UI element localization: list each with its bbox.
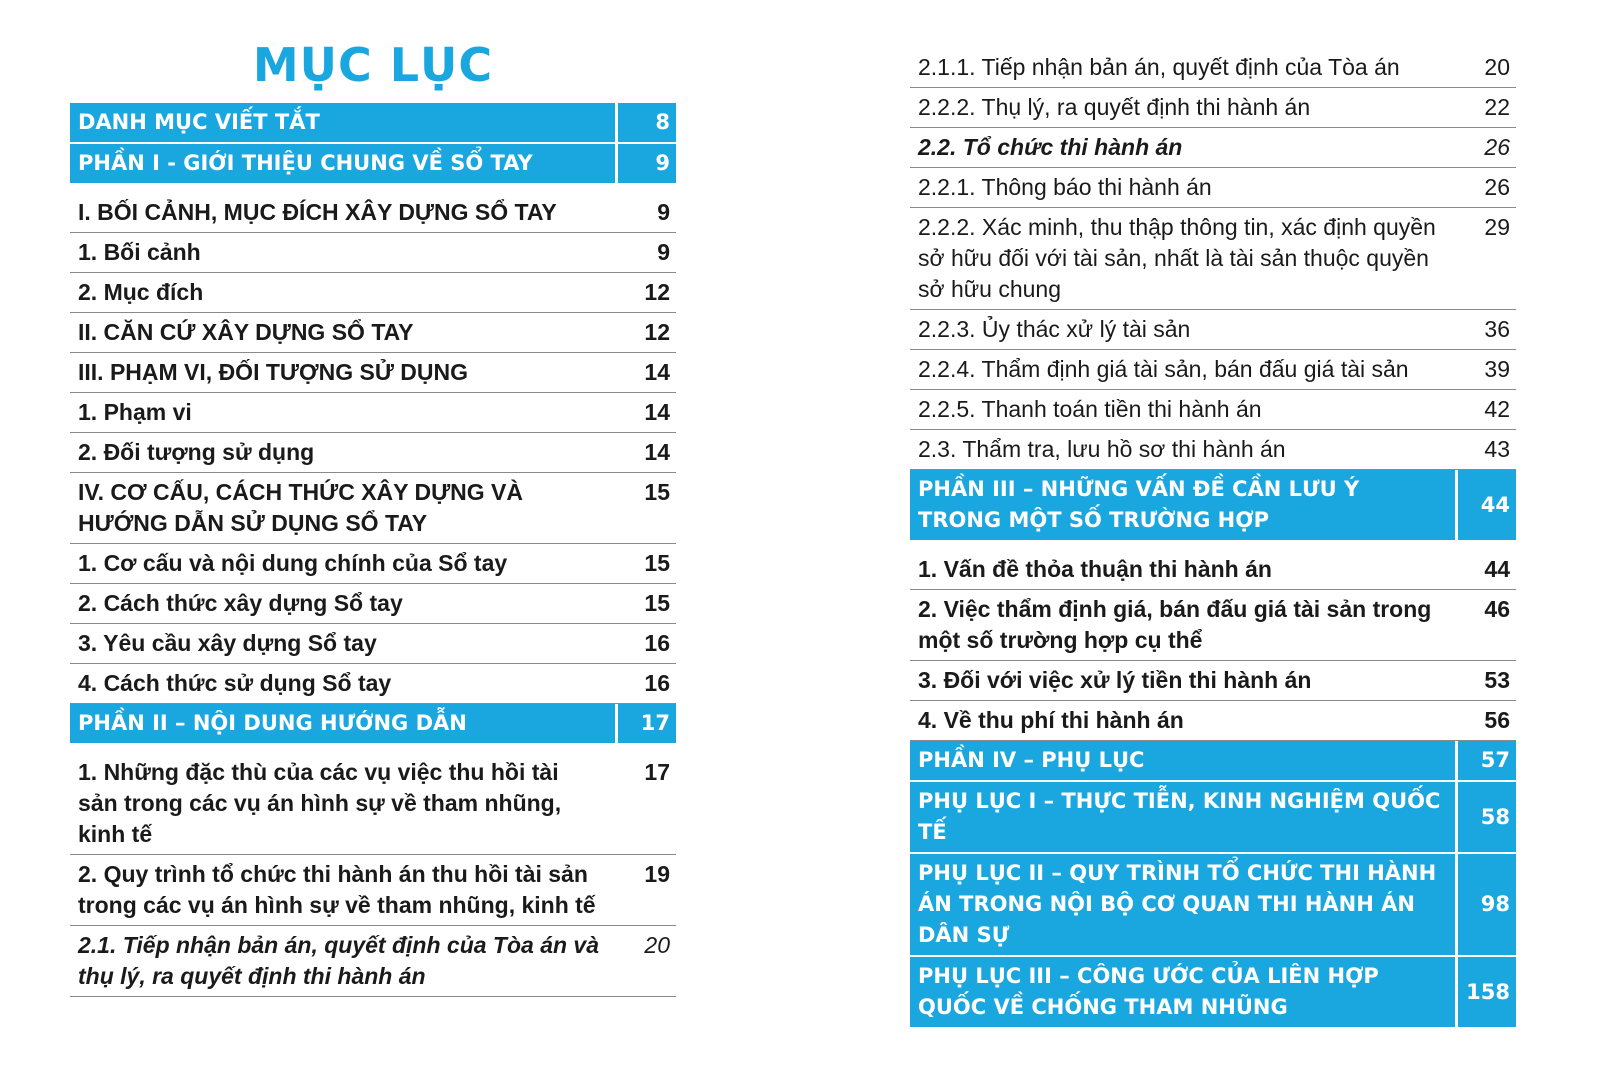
toc-entry[interactable] [910,701,1516,741]
toc-entry-title: 3. Yêu cầu xây dựng Sổ tay [78,630,377,656]
toc-entry[interactable] [910,430,1516,470]
toc-entry-title: 2.1.1. Tiếp nhận bản án, quyết định của Tòa án [918,54,1400,80]
toc-page-number: 98 [1455,854,1516,955]
toc-page-number: 58 [1455,782,1516,852]
toc-page-number: 26 [1484,174,1510,200]
toc-entry-title: III. PHẠM VI, ĐỐI TƯỢNG SỬ DỤNG [78,359,469,385]
toc-entry[interactable] [910,88,1516,128]
toc-entry[interactable] [910,590,1516,661]
toc-entry-title: II. CĂN CỨ XÂY DỰNG SỔ TAY [78,319,414,345]
toc-page-number: 9 [657,239,670,265]
toc-page-number: 9 [657,199,670,225]
toc-entry-title: 2.2.2. Xác minh, thu thập thông tin, xác định quyền sở hữu đối với tài sản, nhất là tài sản thuộc quyền sở hữu chung [918,214,1436,302]
toc-entry[interactable] [70,664,676,704]
toc-entry-title: 1. Bối cảnh [78,239,201,265]
toc-entry-title: 2.2.3. Ủy thác xử lý tài sản [918,316,1191,342]
toc-entry[interactable] [70,624,676,664]
toc-section-heading[interactable] [910,782,1516,854]
toc-entry-title: 2. Cách thức xây dựng Sổ tay [78,590,403,616]
toc-entry[interactable] [70,753,676,855]
toc-entry-title: PHỤ LỤC III – CÔNG ƯỚC CỦA LIÊN HỢP QUỐC VỀ CHỐNG THAM NHŨNG [918,964,1379,1019]
toc-page-number: 17 [615,704,676,743]
toc-entry-title: I. BỐI CẢNH, MỤC ĐÍCH XÂY DỰNG SỔ TAY [78,199,557,225]
toc-page-number: 12 [644,319,670,345]
toc-section-heading[interactable] [910,470,1516,542]
toc-entry-title: PHỤ LỤC II – QUY TRÌNH TỔ CHỨC THI HÀNH ÁN TRONG NỘI BỘ CƠ QUAN THI HÀNH ÁN DÂN SỰ [918,861,1437,947]
toc-entry-title: PHẦN IV – PHỤ LỤC [918,748,1145,772]
toc-entry[interactable] [70,353,676,393]
toc-page-number: 39 [1484,356,1510,382]
toc-entry-title: 2.2.2. Thụ lý, ra quyết định thi hành án [918,94,1311,120]
toc-entry[interactable] [70,926,676,997]
toc-entry-title: 2.2.4. Thẩm định giá tài sản, bán đấu giá tài sản [918,356,1409,382]
toc-entry[interactable] [70,393,676,433]
toc-entry-title: 2.3. Thẩm tra, lưu hồ sơ thi hành án [918,436,1286,462]
toc-page-number: 36 [1484,316,1510,342]
toc-entry-title: 2. Việc thẩm định giá, bán đấu giá tài sản trong một số trường hợp cụ thể [918,596,1432,653]
toc-entry-title: 2.2. Tổ chức thi hành án [918,134,1183,160]
toc-page-number: 20 [1484,54,1510,80]
toc-page-number: 20 [644,932,670,958]
toc-page-number: 15 [644,590,670,616]
toc-page-number: 14 [644,399,670,425]
toc-page-number: 16 [644,630,670,656]
toc-entry-title: 2. Quy trình tổ chức thi hành án thu hồi tài sản trong các vụ án hình sự về tham nhũng, kinh tế [78,861,596,918]
toc-page-number: 15 [644,550,670,576]
toc-section-heading[interactable] [910,741,1516,782]
toc-entry[interactable] [910,350,1516,390]
toc-entry[interactable] [70,193,676,233]
toc-entry[interactable] [70,433,676,473]
toc-entry[interactable] [70,233,676,273]
toc-entry[interactable] [70,313,676,353]
toc-section-heading[interactable] [70,144,676,185]
toc-section-heading[interactable] [910,854,1516,957]
toc-page-number: 42 [1484,396,1510,422]
toc-entry-title: 2.2.5. Thanh toán tiền thi hành án [918,396,1262,422]
toc-page-number: 19 [644,861,670,887]
toc-entry-title: 4. Về thu phí thi hành án [918,707,1184,733]
page-title: MỤC LỤC [252,38,494,92]
toc-page-number: 43 [1484,436,1510,462]
toc-entry-title: PHẦN III – NHỮNG VẤN ĐỀ CẦN LƯU Ý TRONG MỘT SỐ TRƯỜNG HỢP [918,477,1360,532]
toc-page-number: 14 [644,439,670,465]
toc-entry[interactable] [910,208,1516,310]
toc-page-number: 22 [1484,94,1510,120]
toc-page-number: 8 [615,103,676,142]
toc-section-heading[interactable] [70,103,676,144]
toc-entry-title: 2.2.1. Thông báo thi hành án [918,174,1212,200]
toc-entry[interactable] [910,550,1516,590]
toc-right-column [910,48,1516,1029]
toc-entry-title: IV. CƠ CẤU, CÁCH THỨC XÂY DỰNG VÀ HƯỚNG DẪN SỬ DỤNG SỔ TAY [78,479,523,536]
toc-section-heading[interactable] [910,957,1516,1029]
toc-page-number: 17 [644,759,670,785]
toc-entry-title: 2.1. Tiếp nhận bản án, quyết định của Tòa án và thụ lý, ra quyết định thi hành án [78,932,600,989]
toc-page-number: 14 [644,359,670,385]
toc-entry-title: 1. Cơ cấu và nội dung chính của Sổ tay [78,550,508,576]
toc-page-number: 44 [1484,556,1510,582]
toc-entry[interactable] [910,168,1516,208]
toc-entry-title: DANH MỤC VIẾT TẮT [78,110,320,134]
toc-entry[interactable] [70,544,676,584]
toc-page-number: 26 [1484,134,1510,160]
toc-entry[interactable] [70,473,676,544]
toc-entry[interactable] [910,661,1516,701]
toc-page-number: 15 [644,479,670,505]
toc-entry-title: 1. Phạm vi [78,399,192,425]
toc-page-number: 12 [644,279,670,305]
toc-entry-title: PHẦN II – NỘI DUNG HƯỚNG DẪN [78,711,467,735]
toc-page-number: 46 [1484,596,1510,622]
toc-entry[interactable] [910,48,1516,88]
toc-entry-title: 1. Những đặc thù của các vụ việc thu hồi tài sản trong các vụ án hình sự về tham nhũng, kinh tế [78,759,562,847]
toc-page-number: 29 [1484,214,1510,240]
toc-entry-title: 1. Vấn đề thỏa thuận thi hành án [918,556,1272,582]
toc-entry-title: 4. Cách thức sử dụng Sổ tay [78,670,392,696]
toc-page-number: 158 [1455,957,1516,1027]
toc-page-number: 44 [1455,470,1516,540]
toc-entry-title: PHỤ LỤC I – THỰC TIỄN, KINH NGHIỆM QUỐC TẾ [918,789,1441,844]
toc-page-number: 16 [644,670,670,696]
toc-entry[interactable] [910,390,1516,430]
toc-entry[interactable] [70,273,676,313]
toc-section-heading[interactable] [70,704,676,745]
toc-page-number: 56 [1484,707,1510,733]
toc-page-number: 53 [1484,667,1510,693]
toc-entry[interactable] [910,128,1516,168]
toc-entry-title: 3. Đối với việc xử lý tiền thi hành án [918,667,1312,693]
toc-page-number: 9 [615,144,676,183]
toc-entry[interactable] [70,584,676,624]
toc-entry-title: PHẦN I - GIỚI THIỆU CHUNG VỀ SỔ TAY [78,151,533,175]
toc-entry-title: 2. Mục đích [78,279,204,305]
toc-entry[interactable] [70,855,676,926]
toc-page-number: 57 [1455,741,1516,780]
toc-entry-title: 2. Đối tượng sử dụng [78,439,315,465]
toc-left-column [70,103,676,997]
toc-entry[interactable] [910,310,1516,350]
